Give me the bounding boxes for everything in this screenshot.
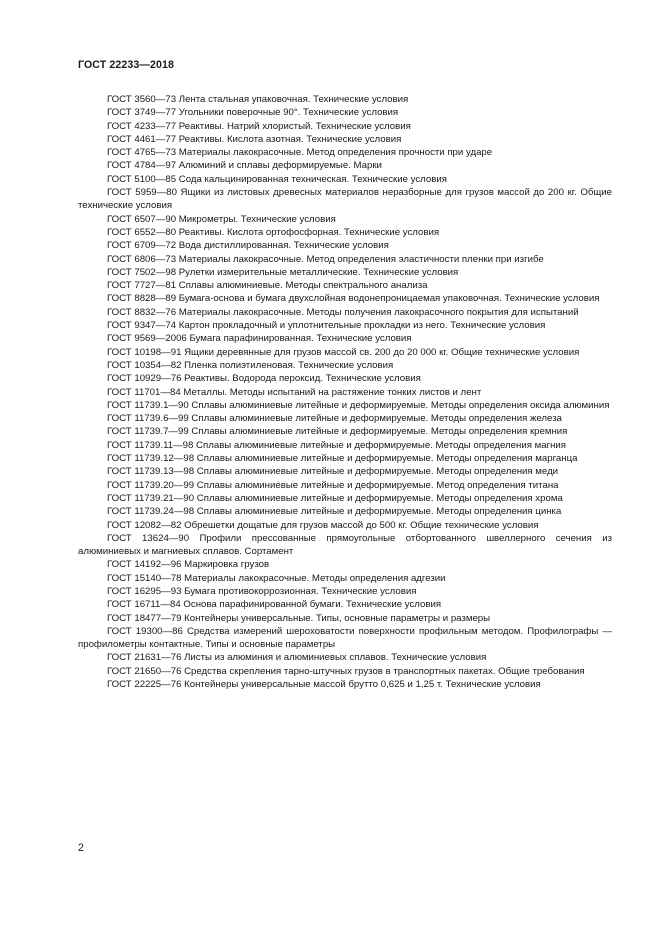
reference-item: ГОСТ 14192—96 Маркировка грузов <box>107 559 270 571</box>
reference-item: ГОСТ 11739.21—90 Сплавы алюминиевые литейные и деформируемые. Методы определения хрома <box>107 492 563 504</box>
reference-item: ГОСТ 3560—73 Лента стальная упаковочная. Технические условия <box>107 94 409 105</box>
reference-item: ГОСТ 6709—72 Вода дистиллированная. Технические условия <box>107 240 389 252</box>
reference-item: ГОСТ 11739.24—98 Сплавы алюминиевые литейные и деформируемые. Методы определения цинка <box>107 506 562 518</box>
reference-item: ГОСТ 11739.20—99 Сплавы алюминиевые литейные и деформируемые. Метод определения титана <box>107 479 559 491</box>
reference-item: ГОСТ 5959—80 Ящики из листовых древесных материалов неразборные для грузов массой до 200 кг. Общие технические условия <box>78 187 612 212</box>
reference-item: ГОСТ 21650—76 Средства скрепления тарно-штучных грузов в транспортных пакетах. Общие требования <box>107 665 585 677</box>
reference-item: ГОСТ 4233—77 Реактивы. Натрий хлористый. Технические условия <box>107 120 411 132</box>
reference-item: ГОСТ 11739.11—98 Сплавы алюминиевые литейные и деформируемые. Методы определения магния <box>107 439 566 451</box>
reference-item: ГОСТ 10354—82 Пленка полиэтиленовая. Технические условия <box>107 359 394 371</box>
reference-item: ГОСТ 13624—90 Профили прессованные прямоугольные отбортованного швеллерного сечения из алюминиевых и магниевых сплавов. Сортамент <box>78 532 612 558</box>
reference-item: ГОСТ 8832—76 Материалы лакокрасочные. Методы получения лакокрасочного покрытия для испытаний <box>107 306 579 318</box>
reference-item: ГОСТ 21631—76 Листы из алюминия и алюминиевых сплавов. Технические условия <box>107 652 487 664</box>
reference-item: ГОСТ 11739.7—99 Сплавы алюминиевые литейные и деформируемые. Методы определения кремния <box>107 426 568 438</box>
standard-header: ГОСТ 22233—2018 <box>78 59 175 71</box>
reference-item: ГОСТ 10929—76 Реактивы. Водорода пероксид. Технические условия <box>107 373 421 385</box>
reference-item: ГОСТ 6806—73 Материалы лакокрасочные. Метод определения эластичности пленки при изгибе <box>107 253 544 265</box>
reference-item: ГОСТ 11739.13—98 Сплавы алюминиевые литейные и деформируемые. Методы определения меди <box>107 466 559 478</box>
page-number: 2 <box>78 842 84 854</box>
reference-item: ГОСТ 19300—86 Средства измерений шероховатости поверхности профильным методом. Профилографы — профилометры контактные. Типы и основные параметры <box>78 625 612 651</box>
reference-item: ГОСТ 6507—90 Микрометры. Технические условия <box>107 213 336 225</box>
reference-item: ГОСТ 18477—79 Контейнеры универсальные. Типы, основные параметры и размеры <box>107 612 491 624</box>
reference-item: ГОСТ 9347—74 Картон прокладочный и уплотнительные прокладки из него. Технические условия <box>107 320 546 332</box>
normative-references-list <box>78 93 612 691</box>
reference-item: ГОСТ 3749—77 Угольники поверочные 90°. Технические условия <box>107 107 399 119</box>
reference-item: ГОСТ 15140—78 Материалы лакокрасочные. Методы определения адгезии <box>107 572 446 584</box>
reference-item: ГОСТ 10198—91 Ящики деревянные для грузов массой св. 200 до 20 000 кг. Общие технические условия <box>107 346 580 358</box>
reference-item: ГОСТ 7727—81 Сплавы алюминиевые. Методы спектрального анализа <box>107 280 428 292</box>
reference-item: ГОСТ 4784—97 Алюминий и сплавы деформируемые. Марки <box>107 160 382 172</box>
reference-item: ГОСТ 16295—93 Бумага противокоррозионная. Технические условия <box>107 585 417 597</box>
reference-item: ГОСТ 11739.12—98 Сплавы алюминиевые литейные и деформируемые. Методы определения марганца <box>107 453 578 465</box>
reference-item: ГОСТ 11739.6—99 Сплавы алюминиевые литейные и деформируемые. Методы определения железа <box>107 413 562 425</box>
reference-item: ГОСТ 22225—76 Контейнеры универсальные массой брутто 0,625 и 1,25 т. Технические условия <box>107 679 541 691</box>
reference-item: ГОСТ 4461—77 Реактивы. Кислота азотная. Технические условия <box>107 133 402 145</box>
reference-item: ГОСТ 8828—89 Бумага-основа и бумага двухслойная водонепроницаемая упаковочная. Технические условия <box>107 293 600 305</box>
reference-item: ГОСТ 16711—84 Основа парафинированной бумаги. Технические условия <box>107 599 442 611</box>
reference-item: ГОСТ 6552—80 Реактивы. Кислота ортофосфорная. Технические условия <box>107 226 440 238</box>
reference-item: ГОСТ 7502—98 Рулетки измерительные металлические. Технические условия <box>107 266 459 278</box>
reference-item: ГОСТ 5100—85 Сода кальцинированная техническая. Технические условия <box>107 173 447 185</box>
reference-item: ГОСТ 12082—82 Обрешетки дощатые для грузов массой до 500 кг. Общие технические условия <box>107 519 539 531</box>
reference-item: ГОСТ 11701—84 Металлы. Методы испытаний на растяжение тонких листов и лент <box>107 386 482 398</box>
reference-item: ГОСТ 9569—2006 Бумага парафинированная. Технические условия <box>107 333 412 345</box>
reference-item: ГОСТ 11739.1—90 Сплавы алюминиевые литейные и деформируемые. Методы определения оксида алюминия <box>107 399 610 411</box>
reference-item: ГОСТ 4765—73 Материалы лакокрасочные. Метод определения прочности при ударе <box>107 147 493 159</box>
